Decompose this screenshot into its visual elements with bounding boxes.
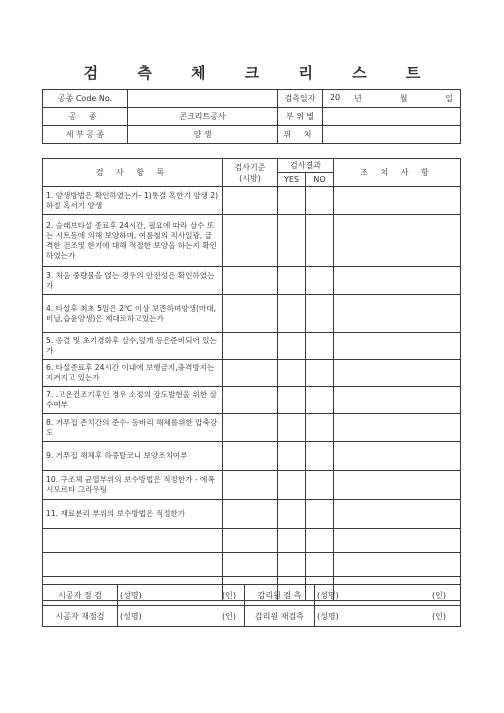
yes-cell[interactable] <box>278 529 306 553</box>
standard-cell[interactable] <box>223 529 278 553</box>
date-day-unit: 일 <box>445 94 454 103</box>
no-cell[interactable] <box>306 333 334 360</box>
action-cell[interactable] <box>334 500 461 529</box>
no-cell[interactable] <box>306 553 334 577</box>
location-label: 위 치 <box>278 126 323 144</box>
check-item-3: 3. 처음 중량물을 얹는 경우의 안전성은 확인하였는가 <box>43 267 223 295</box>
standard-cell[interactable] <box>223 333 278 360</box>
table-row <box>43 187 461 215</box>
checklist-table <box>42 158 461 601</box>
signature-table <box>42 584 461 627</box>
table-row <box>43 267 461 295</box>
action-cell[interactable] <box>334 553 461 577</box>
yes-cell[interactable] <box>278 360 306 387</box>
work-label: 공 종 <box>43 108 128 126</box>
table-row <box>43 215 461 267</box>
contractor-check-label: 시공자 점 검 <box>43 585 118 606</box>
empty-item-cell[interactable] <box>43 553 223 577</box>
date-month-unit: 월 <box>399 94 408 103</box>
action-cell[interactable] <box>334 442 461 471</box>
code-value <box>128 90 278 108</box>
no-cell[interactable] <box>306 414 334 442</box>
col-standard-line1: 검사기준 <box>234 162 266 172</box>
check-item-11: 11. 재료분리 부위의 보수방법은 적정한가 <box>43 500 223 529</box>
check-item-2: 2. 슬래브타설 종료후 24시간, 필요에 따라 살수 또는 시트등에 의해 보양하며, 여름철의 직사일광, 급격한 건조및 한기에 대해 적절한 보양을 하는지 확인하였는가 <box>43 215 223 267</box>
contractor-recheck-name[interactable]: (성명) <box>118 606 178 627</box>
supervisor-reinspect-seal[interactable]: (인) <box>385 606 461 627</box>
standard-cell[interactable] <box>223 215 278 267</box>
standard-cell[interactable] <box>223 387 278 414</box>
date-label: 검측일자 <box>278 90 323 108</box>
check-item-5: 5. 응결 및 초기경화후 살수,덮개 등은준비되어 있는가 <box>43 333 223 360</box>
yes-cell[interactable] <box>278 387 306 414</box>
yes-cell[interactable] <box>278 414 306 442</box>
no-cell[interactable] <box>306 442 334 471</box>
table-row <box>43 414 461 442</box>
contractor-check-name[interactable]: (성명) <box>118 585 178 606</box>
check-item-1: 1. 양생방법은 확인하였는가- 1)통결 혹한기 양생 2)하절 혹서기 양생 <box>43 187 223 215</box>
contractor-recheck-label: 시공자 재점검 <box>43 606 118 627</box>
supervisor-inspect-name[interactable]: (성명) <box>315 585 385 606</box>
supervisor-inspect-label: 감리원 검 측 <box>245 585 315 606</box>
yes-cell[interactable] <box>278 295 306 333</box>
standard-cell[interactable] <box>223 267 278 295</box>
standard-cell[interactable] <box>223 553 278 577</box>
part-label: 부 위 별 <box>278 108 323 126</box>
yes-cell[interactable] <box>278 553 306 577</box>
date-value <box>323 90 461 108</box>
action-cell[interactable] <box>334 414 461 442</box>
standard-cell[interactable] <box>223 471 278 500</box>
empty-item-cell[interactable] <box>43 529 223 553</box>
no-cell[interactable] <box>306 529 334 553</box>
part-value <box>323 108 461 126</box>
standard-cell[interactable] <box>223 187 278 215</box>
supervisor-reinspect-label: 감리원 재검측 <box>245 606 315 627</box>
yes-cell[interactable] <box>278 267 306 295</box>
check-item-4: 4. 타설후 최초 5일은 2℃ 이상 보존하며양생(마대,비닐,습윤양생)은 제대로하고있는가 <box>43 295 223 333</box>
date-year: 20 <box>329 93 341 102</box>
col-standard-line2: (시방) <box>239 173 261 183</box>
location-value <box>323 126 461 144</box>
action-cell[interactable] <box>334 267 461 295</box>
check-item-6: 6. 타설종료후 24시간 이내에 보행금지,충격방지는 지켜지고 있는가 <box>43 360 223 387</box>
table-row <box>43 387 461 414</box>
date-year-unit: 년 <box>354 94 362 103</box>
action-cell[interactable] <box>334 295 461 333</box>
yes-cell[interactable] <box>278 471 306 500</box>
yes-cell[interactable] <box>278 215 306 267</box>
detail-label: 세 부 공 종 <box>43 126 128 144</box>
col-result-header: 검사결과 <box>278 159 334 173</box>
work-value: 콘크리트공사 <box>128 108 278 126</box>
check-item-8: 8. 거푸집 존치간의 준수- 동바리 해체를위한 압축강도 <box>43 414 223 442</box>
no-cell[interactable] <box>306 500 334 529</box>
empty-row <box>43 529 461 553</box>
col-standard-header <box>223 159 278 187</box>
code-label: 공종 Code No. <box>43 90 128 108</box>
no-cell[interactable] <box>306 187 334 215</box>
standard-cell[interactable] <box>223 360 278 387</box>
standard-cell[interactable] <box>223 442 278 471</box>
yes-cell[interactable] <box>278 333 306 360</box>
col-no-header: NO <box>306 173 334 187</box>
check-item-10: 10. 구조체 균열부위의 보수방법은 적정한가 - 에폭시모르타 그라우팅 <box>43 471 223 500</box>
page-title: 검 측 체 크 리 스 트 <box>83 64 438 82</box>
no-cell[interactable] <box>306 471 334 500</box>
table-row <box>43 295 461 333</box>
action-cell[interactable] <box>334 529 461 553</box>
action-cell[interactable] <box>334 360 461 387</box>
contractor-check-seal[interactable]: (인) <box>178 585 245 606</box>
table-row <box>43 442 461 471</box>
yes-cell[interactable] <box>278 187 306 215</box>
table-row <box>43 500 461 529</box>
col-yes-header: YES <box>278 173 306 187</box>
table-row <box>43 333 461 360</box>
yes-cell[interactable] <box>278 442 306 471</box>
action-cell[interactable] <box>334 333 461 360</box>
standard-cell[interactable] <box>223 295 278 333</box>
no-cell[interactable] <box>306 387 334 414</box>
check-item-7: 7. .고온건조기후인 경우 소정의 강도발현을 위한 살수여부 <box>43 387 223 414</box>
standard-cell[interactable] <box>223 414 278 442</box>
no-cell[interactable] <box>306 215 334 267</box>
detail-value: 양 생 <box>128 126 278 144</box>
contractor-recheck-seal[interactable]: (인) <box>178 606 245 627</box>
no-cell[interactable] <box>306 267 334 295</box>
action-cell[interactable] <box>334 471 461 500</box>
col-action-header: 조 치 사 항 <box>334 159 461 187</box>
no-cell[interactable] <box>306 295 334 333</box>
table-row <box>43 471 461 500</box>
standard-cell[interactable] <box>223 500 278 529</box>
no-cell[interactable] <box>306 360 334 387</box>
header-table <box>42 89 461 144</box>
col-item-header: 검 사 항 목 <box>43 159 223 187</box>
action-cell[interactable] <box>334 387 461 414</box>
supervisor-reinspect-name[interactable]: (성명) <box>315 606 385 627</box>
supervisor-inspect-seal[interactable]: (인) <box>385 585 461 606</box>
table-row <box>43 360 461 387</box>
yes-cell[interactable] <box>278 500 306 529</box>
action-cell[interactable] <box>334 187 461 215</box>
action-cell[interactable] <box>334 215 461 267</box>
empty-row <box>43 553 461 577</box>
check-item-9: 9. 거푸집 해체후 하중탈코니 보양조치여부 <box>43 442 223 471</box>
